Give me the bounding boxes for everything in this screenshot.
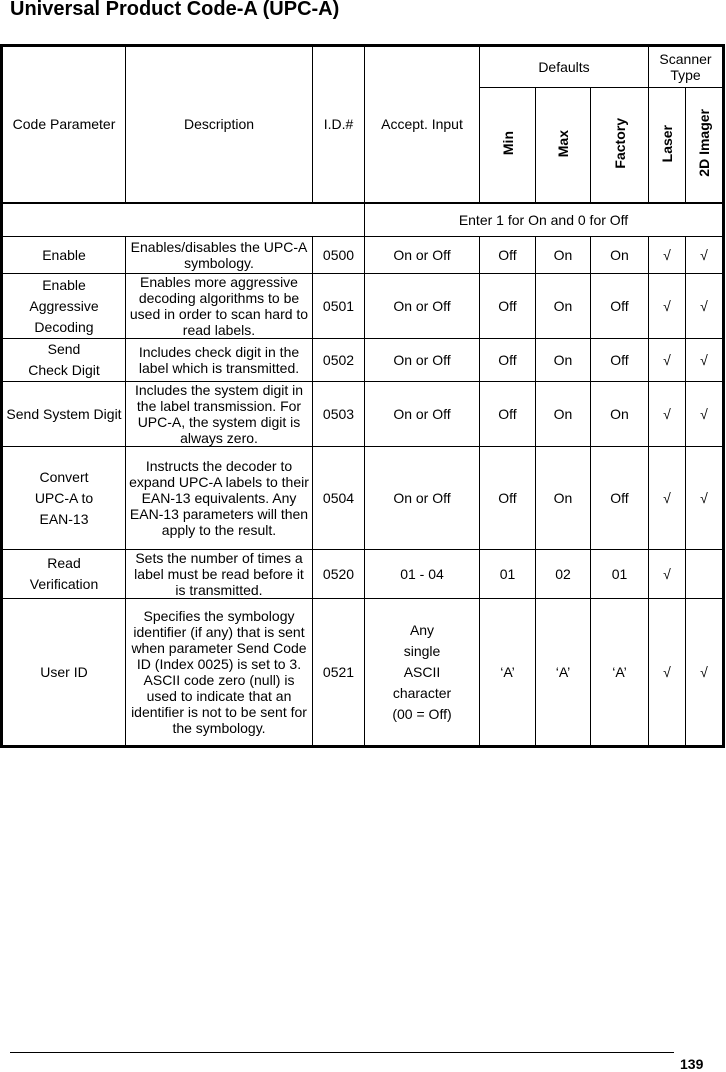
header-description: Description — [126, 46, 313, 203]
accept-input-cell — [365, 274, 480, 339]
default-max-cell: ‘A’ — [536, 599, 591, 747]
header-max: Max — [536, 88, 591, 203]
footer-rule — [10, 1052, 674, 1053]
legend-text: Enter 1 for On and 0 for Off — [365, 203, 724, 237]
default-min-cell: 01 — [480, 550, 536, 599]
text-line: UPC-A to — [34, 489, 94, 506]
text-line: User ID — [40, 663, 88, 680]
table-row — [2, 237, 724, 274]
description-cell: Includes check digit in the label which is transmitted. — [126, 339, 313, 382]
id-cell: 0502 — [313, 339, 365, 382]
default-max-cell: On — [536, 339, 591, 382]
default-min-cell: Off — [480, 382, 536, 447]
upc-a-parameter-table — [0, 44, 725, 748]
default-factory-cell: 01 — [591, 550, 649, 599]
default-max-cell: On — [536, 382, 591, 447]
text-line: Convert — [39, 468, 89, 485]
legend-row — [2, 203, 724, 237]
text-line: Send System Digit — [6, 405, 122, 422]
laser-support-cell: √ — [649, 382, 686, 447]
id-cell: 0504 — [313, 447, 365, 550]
accept-input-cell — [365, 550, 480, 599]
header-defaults: Defaults — [480, 46, 649, 88]
legend-blank — [2, 203, 365, 237]
code-parameter-cell — [2, 382, 126, 447]
text-line: Any — [409, 621, 435, 638]
imager-support-cell: √ — [686, 339, 724, 382]
id-cell: 0521 — [313, 599, 365, 747]
table-row — [2, 274, 724, 339]
laser-support-cell: √ — [649, 599, 686, 747]
code-parameter-cell — [2, 237, 126, 274]
text-line: single — [403, 642, 441, 659]
default-factory-cell: Off — [591, 274, 649, 339]
table-row — [2, 599, 724, 747]
text-line: (00 = Off) — [392, 705, 452, 722]
text-line: Enable — [42, 276, 86, 293]
header-min: Min — [480, 88, 536, 203]
text-line: On or Off — [393, 490, 451, 506]
imager-support-cell: √ — [686, 599, 724, 747]
text-line: 01 - 04 — [400, 566, 444, 582]
laser-support-cell: √ — [649, 339, 686, 382]
header-scanner-type: Scanner Type — [649, 46, 724, 88]
text-line: Check Digit — [28, 362, 100, 378]
default-max-cell: 02 — [536, 550, 591, 599]
description-cell: Enables more aggressive decoding algorithms to be used in order to scan hard to read labels. — [126, 274, 313, 339]
imager-support-cell: √ — [686, 382, 724, 447]
default-factory-cell: ‘A’ — [591, 599, 649, 747]
imager-support-cell: √ — [686, 274, 724, 339]
default-factory-cell: On — [591, 237, 649, 274]
laser-support-cell: √ — [649, 447, 686, 550]
table-row — [2, 339, 724, 382]
imager-support-cell — [686, 550, 724, 599]
header-accept-input: Accept. Input — [365, 46, 480, 203]
header-id: I.D.# — [313, 46, 365, 203]
accept-input-cell — [365, 599, 480, 747]
text-line: Read — [47, 555, 81, 571]
header-2d-imager: 2D Imager — [686, 88, 724, 203]
table-row — [2, 447, 724, 550]
default-max-cell: On — [536, 447, 591, 550]
header-code-parameter: Code Parameter — [2, 46, 126, 203]
default-min-cell: ‘A’ — [480, 599, 536, 747]
text-line: Verification — [29, 576, 99, 592]
laser-support-cell: √ — [649, 237, 686, 274]
header-factory: Factory — [591, 88, 649, 203]
header-laser: Laser — [649, 88, 686, 203]
text-line: On or Off — [393, 352, 451, 368]
default-min-cell: Off — [480, 237, 536, 274]
code-parameter-cell — [2, 274, 126, 339]
default-min-cell: Off — [480, 274, 536, 339]
code-parameter-cell — [2, 599, 126, 747]
description-cell: Enables/disables the UPC-A symbology. — [126, 237, 313, 274]
imager-support-cell: √ — [686, 447, 724, 550]
accept-input-cell — [365, 447, 480, 550]
text-line: On or Off — [393, 298, 451, 314]
id-cell: 0501 — [313, 274, 365, 339]
code-parameter-cell — [2, 550, 126, 599]
text-line: Enable — [42, 246, 86, 263]
accept-input-cell — [365, 339, 480, 382]
id-cell: 0500 — [313, 237, 365, 274]
text-line: Decoding — [34, 318, 94, 335]
table-row — [2, 382, 724, 447]
description-cell: Instructs the decoder to expand UPC-A labels to their EAN-13 equivalents. Any EAN-13 parameters will then apply to the result. — [126, 447, 313, 550]
default-max-cell: On — [536, 237, 591, 274]
text-line: EAN-13 — [39, 510, 89, 527]
text-line: Aggressive — [29, 297, 99, 314]
id-cell: 0520 — [313, 550, 365, 599]
code-parameter-cell — [2, 447, 126, 550]
laser-support-cell: √ — [649, 274, 686, 339]
default-factory-cell: On — [591, 382, 649, 447]
table-row — [2, 550, 724, 599]
description-cell: Sets the number of times a label must be read before it is transmitted. — [126, 550, 313, 599]
description-cell: Specifies the symbology identifier (if any) that is sent when parameter Send Code ID (Index 0025) is set to 3. ASCII code zero (null) is used to indicate that an identifier is not to be sent for the symbology. — [126, 599, 313, 747]
id-cell: 0503 — [313, 382, 365, 447]
accept-input-cell — [365, 237, 480, 274]
default-min-cell: Off — [480, 447, 536, 550]
description-cell: Includes the system digit in the label transmission. For UPC-A, the system digit is always zero. — [126, 382, 313, 447]
page-title: Universal Product Code-A (UPC-A) — [10, 0, 340, 20]
text-line: ASCII — [403, 663, 441, 680]
text-line: Send — [47, 341, 81, 357]
text-line: On or Off — [393, 247, 451, 263]
code-parameter-cell — [2, 339, 126, 382]
default-min-cell: Off — [480, 339, 536, 382]
default-factory-cell: Off — [591, 447, 649, 550]
text-line: On or Off — [393, 406, 451, 422]
text-line: character — [392, 684, 452, 701]
imager-support-cell: √ — [686, 237, 724, 274]
default-factory-cell: Off — [591, 339, 649, 382]
laser-support-cell: √ — [649, 550, 686, 599]
accept-input-cell — [365, 382, 480, 447]
page-number: 139 — [680, 1056, 704, 1072]
default-max-cell: On — [536, 274, 591, 339]
